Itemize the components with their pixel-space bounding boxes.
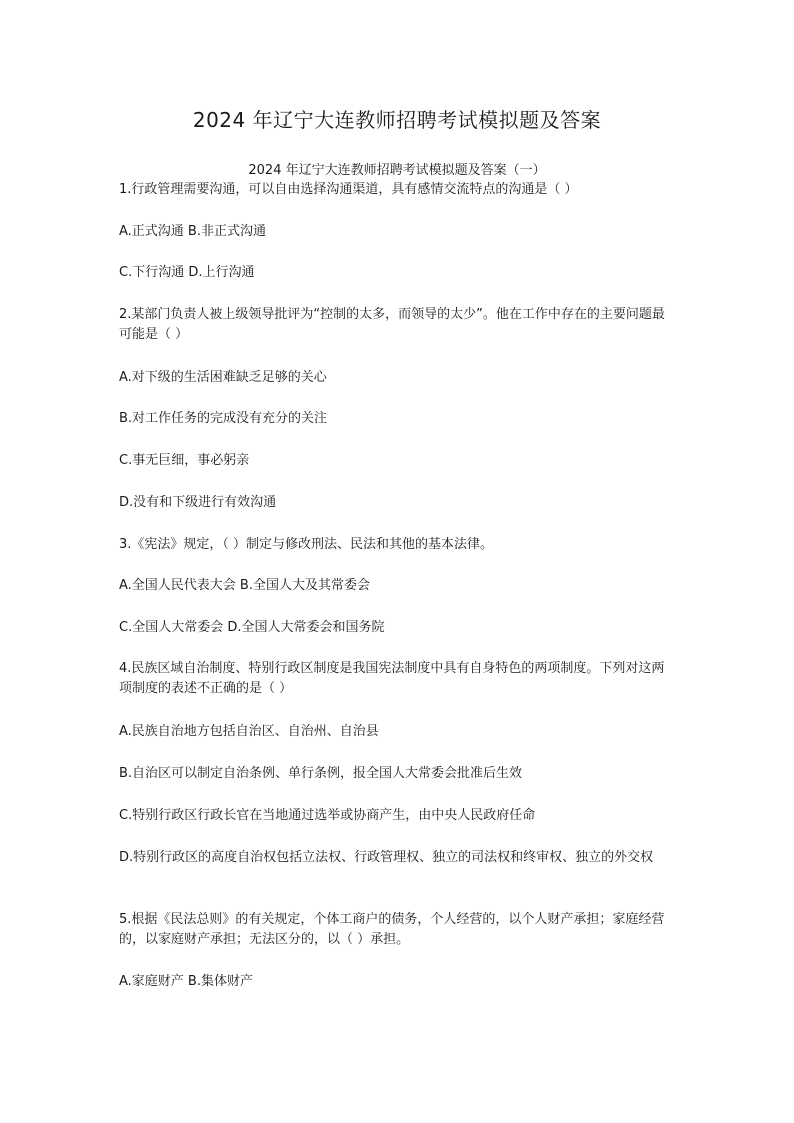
question-3: 3.《宪法》规定，（ ）制定与修改刑法、民法和其他的基本法律。: [119, 537, 494, 552]
question-5-options-ab: A.家庭财产 B.集体财产: [119, 974, 253, 989]
question-2-option-c: C.事无巨细，事必躬亲: [119, 453, 250, 468]
question-3-options-ab: A.全国人民代表大会 B.全国人大及其常委会: [119, 578, 370, 593]
question-1-options-cd: C.下行沟通 D.上行沟通: [119, 265, 255, 280]
question-3-options-cd: C.全国人大常委会 D.全国人大常委会和国务院: [119, 620, 385, 635]
question-4: 4.民族区域自治制度、特别行政区制度是我国宪法制度中具有自身特色的两项制度。下列对这两项制度的表述不正确的是（ ）: [119, 661, 665, 696]
question-4-option-b: B.自治区可以制定自治条例、单行条例，报全国人大常委会批准后生效: [119, 766, 523, 781]
document-subtitle: 2024 年辽宁大连教师招聘考试模拟题及答案（一）: [248, 163, 546, 178]
question-2-option-d: D.没有和下级进行有效沟通: [119, 495, 277, 510]
question-2: 2.某部门负责人被上级领导批评为“控制的太多，而领导的太少”。他在工作中存在的主要问题最可能是（ ）: [119, 307, 665, 342]
question-4-option-a: A.民族自治地方包括自治区、自治州、自治县: [119, 724, 379, 739]
question-5: 5.根据《民法总则》的有关规定，个体工商户的债务，个人经营的，以个人财产承担；家庭经营的，以家庭财产承担；无法区分的，以（ ）承担。: [119, 912, 665, 947]
document-title: 2024 年辽宁大连教师招聘考试模拟题及答案: [192, 108, 602, 132]
question-2-option-a: A.对下级的生活困难缺乏足够的关心: [119, 370, 327, 385]
question-4-option-d: D.特别行政区的高度自治权包括立法权、行政管理权、独立的司法权和终审权、独立的外交权: [119, 850, 654, 865]
question-1-options-ab: A.正式沟通 B.非正式沟通: [119, 224, 266, 239]
question-2-option-b: B.对工作任务的完成没有充分的关注: [119, 411, 328, 426]
question-1: 1.行政管理需要沟通，可以自由选择沟通渠道，具有感情交流特点的沟通是（ ）: [119, 182, 578, 197]
question-4-option-c: C.特别行政区行政长官在当地通过选举或协商产生，由中央人民政府任命: [119, 808, 536, 823]
